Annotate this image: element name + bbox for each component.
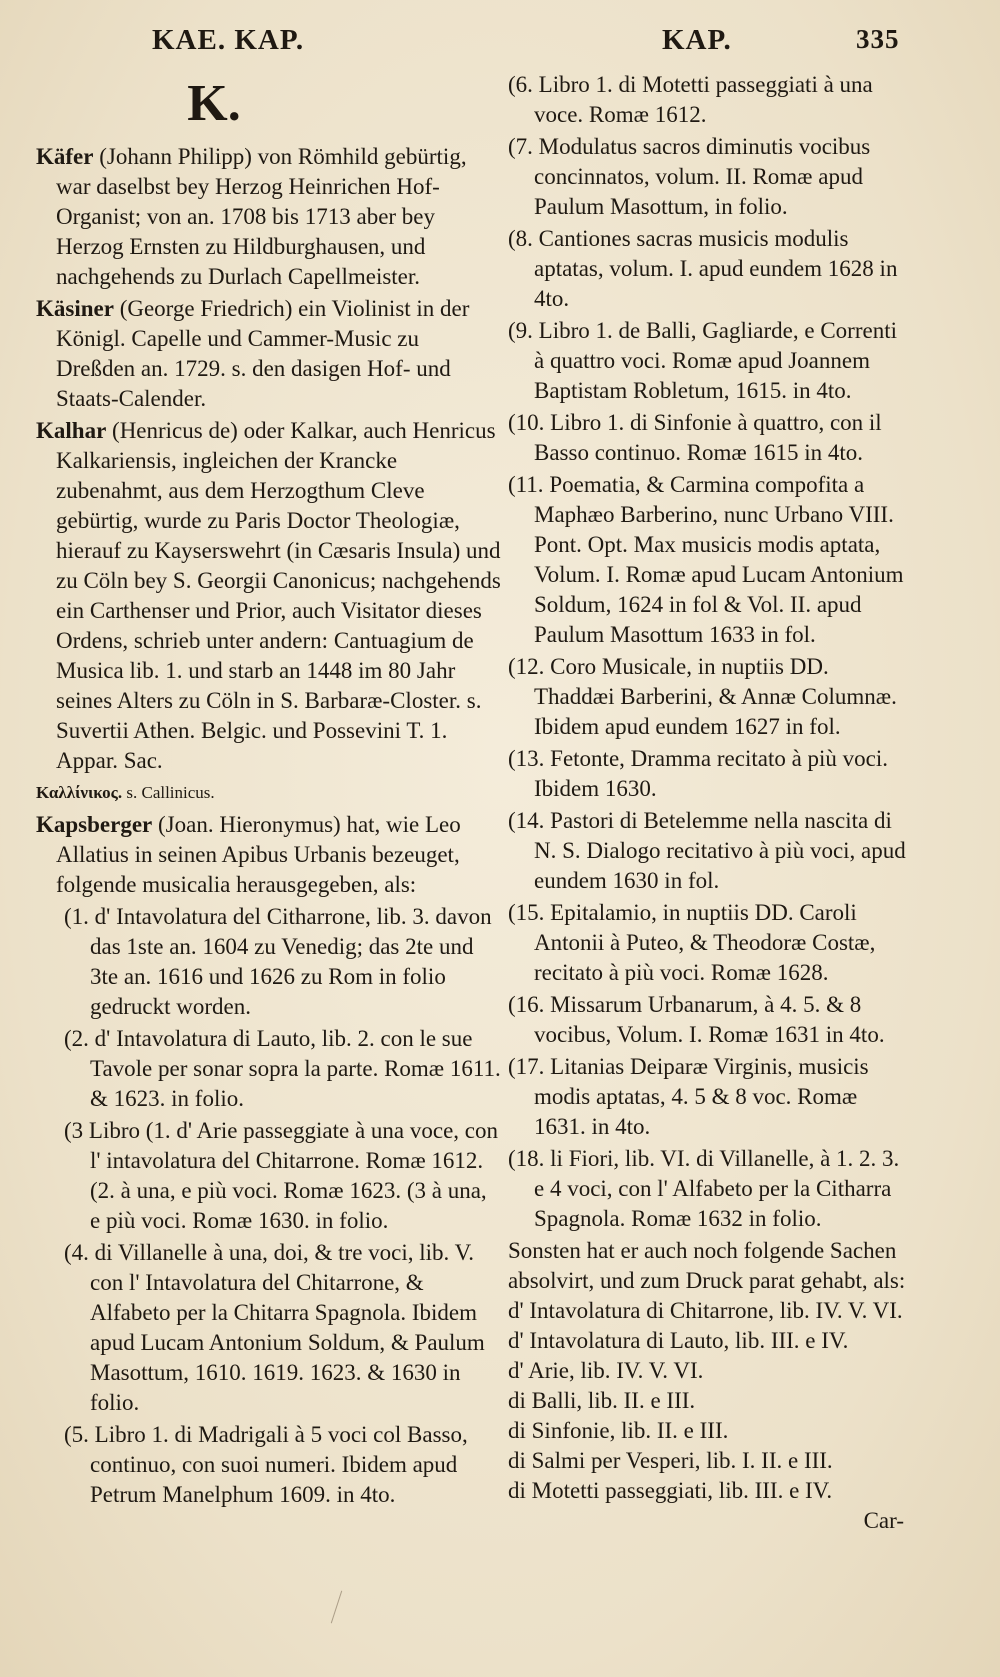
- work-list-item: [64, 1024, 502, 1114]
- item-number: (5.: [64, 1422, 89, 1447]
- dictionary-entry: [36, 778, 502, 808]
- entry-headword: Käsiner: [36, 296, 114, 321]
- entry-headword: Kalhar: [36, 418, 107, 443]
- item-text: Poematia, & Carmina compofita a Maphæo Barberino, nunc Urbano VIII. Pont. Opt. Max musicis modis aptata, Volum. I. Romæ apud Lucam Antonium Soldum, 1624 in fol & Vol. II. apud Paulum Masottum 1633 in fol.: [534, 472, 904, 647]
- item-number: (4.: [64, 1240, 89, 1265]
- unpublished-work: di Balli, lib. II. e III.: [508, 1388, 696, 1413]
- work-list-item: [508, 744, 912, 804]
- item-number: (13.: [508, 746, 545, 771]
- item-text: Libro 1. di Sinfonie à quattro, con il Basso continuo. Romæ 1615 in 4to.: [534, 410, 882, 465]
- item-text: Litanias Deiparæ Virginis, musicis modis aptatas, 4. 5 & 8 voc. Romæ 1631. in 4to.: [534, 1054, 869, 1139]
- work-list-item: [508, 70, 912, 130]
- work-list-item: [64, 1116, 502, 1236]
- ink-mark: [331, 1591, 342, 1624]
- item-number: (2.: [64, 1026, 89, 1051]
- item-text: di Villanelle à una, doi, & tre voci, lib. V. con l' Intavolatura del Chitarrone, & Alfabeto per la Chitarra Spagnola. Ibidem apud Lucam Antonium Soldum, & Paulum Masottum, 1610. 1619. 1623. & 1630 in folio.: [90, 1240, 485, 1415]
- item-text: Libro 1. de Balli, Gagliarde, e Correnti à quattro voci. Romæ apud Joannem Baptistam Robletum, 1615. in 4to.: [534, 318, 897, 403]
- item-text: Libro 1. di Madrigali à 5 voci col Basso, continuo, con suoi numeri. Ibidem apud Petrum Manelphum 1609. in 4to.: [90, 1422, 468, 1507]
- work-list-item: [64, 902, 502, 1022]
- item-number: (16.: [508, 992, 545, 1017]
- entry-text: (George Friedrich) ein Violinist in der Königl. Capelle und Cammer-Music zu Dreßden an. 1729. s. den dasigen Hof- und Staats-Calender.: [56, 296, 470, 411]
- item-text: Libro 1. di Motetti passeggiati à una voce. Romæ 1612.: [534, 72, 873, 127]
- entry-headword: Καλλίνικος.: [36, 783, 123, 802]
- item-number: (7.: [508, 134, 533, 159]
- item-text: Modulatus sacros diminutis vocibus concinnatos, volum. II. Romæ apud Paulum Masottum, in folio.: [534, 134, 871, 219]
- item-number: (18.: [508, 1146, 545, 1171]
- work-list-item: [508, 1052, 912, 1142]
- running-header-right: KAP.: [662, 24, 732, 56]
- work-list-item: [64, 1420, 502, 1510]
- work-list-item: [508, 1144, 912, 1234]
- item-text: Coro Musicale, in nuptiis DD. Thaddæi Barberini, & Annæ Columnæ. Ibidem apud eundem 1627 in fol.: [534, 654, 897, 739]
- unpublished-work: d' Intavolatura di Lauto, lib. III. e IV.: [508, 1328, 849, 1353]
- item-number: (14.: [508, 808, 545, 833]
- item-number: (3: [64, 1118, 84, 1143]
- unpublished-work: di Sinfonie, lib. II. e III.: [508, 1418, 729, 1443]
- section-letter: K.: [187, 75, 241, 132]
- item-number: (6.: [508, 72, 533, 97]
- work-list-item: [508, 652, 912, 742]
- entry-text: (Johann Philipp) von Römhild gebürtig, war daselbst bey Herzog Heinrichen Hof-Organist; von an. 1708 bis 1713 aber bey Herzog Ernsten zu Hildburghausen, und nachgehends zu Durlach Capellmeister.: [56, 144, 467, 289]
- item-text: Fetonte, Dramma recitato à più voci. Ibidem 1630.: [534, 746, 889, 801]
- item-text: Cantiones sacras musicis modulis aptatas, volum. I. apud eundem 1628 in 4to.: [534, 226, 898, 311]
- unpublished-work: di Salmi per Vesperi, lib. I. II. e III.: [508, 1448, 833, 1473]
- right-column: [508, 70, 912, 1536]
- work-list-item: [64, 1238, 502, 1418]
- item-text: Libro (1. d' Arie passeggiate à una voce, con l' intavolatura del Chitarrone. Romæ 1612. (2. à una, e più voci. Romæ 1623. (3 à una, e più voci. Romæ 1630. in folio.: [88, 1118, 498, 1233]
- work-list-item: [508, 806, 912, 896]
- item-number: (8.: [508, 226, 533, 251]
- item-text: d' Intavolatura del Citharrone, lib. 3. davon das 1ste an. 1604 zu Venedig; das 2te und 3te an. 1616 und 1626 zu Rom in folio gedruckt worden.: [90, 904, 492, 1019]
- entry-text: (Joan. Hieronymus) hat, wie Leo Allatius in seinen Apibus Urbanis bezeuget, folgende musicalia herausgegeben, als:: [56, 812, 461, 897]
- work-list-item: [508, 898, 912, 988]
- entry-text: (Henricus de) oder Kalkar, auch Henricus Kalkariensis, ingleichen der Krancke zubenahmt, aus dem Herzogthum Cleve gebürtig, wurde zu Paris Doctor Theologiæ, hierauf zu Kayserswehrt (in Cæsaris Insula) und zu Cöln bey S. Georgii Canonicus; nachgehends ein Carthenser und Prior, auch Visitator dieses Ordens, schrieb unter andern: Cantuagium de Musica lib. 1. und starb an 1448 im 80 Jahr seines Alters zu Cöln in S. Barbaræ-Closter. s. Suvertii Athen. Belgic. und Possevini T. 1. Appar. Sac.: [56, 418, 501, 773]
- item-text: li Fiori, lib. VI. di Villanelle, à 1. 2. 3. e 4 voci, con l' Alfabeto per la Citharra Spagnola. Romæ 1632 in folio.: [534, 1146, 900, 1231]
- catchword: Car-: [863, 1508, 904, 1533]
- dictionary-entry: [36, 416, 502, 776]
- left-column: [36, 70, 502, 1512]
- item-number: (17.: [508, 1054, 545, 1079]
- page-number: 335: [856, 24, 900, 54]
- dictionary-entry: [36, 294, 502, 414]
- entry-headword: Kapsberger: [36, 812, 153, 837]
- unpublished-work: d' Intavolatura di Chitarrone, lib. IV. V. VI.: [508, 1298, 903, 1323]
- entry-headword: Käfer: [36, 144, 94, 169]
- work-list-item: [508, 990, 912, 1050]
- item-number: (11.: [508, 472, 544, 497]
- item-number: (10.: [508, 410, 545, 435]
- unpublished-work: di Motetti passeggiati, lib. III. e IV.: [508, 1478, 833, 1503]
- closing-paragraph: Sonsten hat er auch noch folgende Sachen absolvirt, und zum Druck parat gehabt, als:: [508, 1238, 906, 1293]
- unpublished-work: d' Arie, lib. IV. V. VI.: [508, 1358, 704, 1383]
- item-number: (9.: [508, 318, 533, 343]
- item-number: (12.: [508, 654, 545, 679]
- entry-text: s. Callinicus.: [126, 783, 215, 802]
- item-number: (15.: [508, 900, 545, 925]
- item-text: Missarum Urbanarum, à 4. 5. & 8 vocibus, Volum. I. Romæ 1631 in 4to.: [534, 992, 885, 1047]
- work-list-item: [508, 224, 912, 314]
- work-list-item: [508, 316, 912, 406]
- work-list-item: [508, 470, 912, 650]
- dictionary-entry: [36, 810, 502, 900]
- item-text: Pastori di Betelemme nella nascita di N. S. Dialogo recitativo à più voci, apud eundem 1630 in fol.: [534, 808, 906, 893]
- work-list-item: [508, 408, 912, 468]
- running-header-left: KAE. KAP.: [152, 24, 305, 56]
- item-number: (1.: [64, 904, 89, 929]
- item-text: Epitalamio, in nuptiis DD. Caroli Antonii à Puteo, & Theodoræ Costæ, recitato à più voci. Romæ 1628.: [534, 900, 876, 985]
- item-text: d' Intavolatura di Lauto, lib. 2. con le sue Tavole per sonar sopra la parte. Romæ 1611. & 1623. in folio.: [90, 1026, 501, 1111]
- dictionary-entry: [36, 142, 502, 292]
- work-list-item: [508, 132, 912, 222]
